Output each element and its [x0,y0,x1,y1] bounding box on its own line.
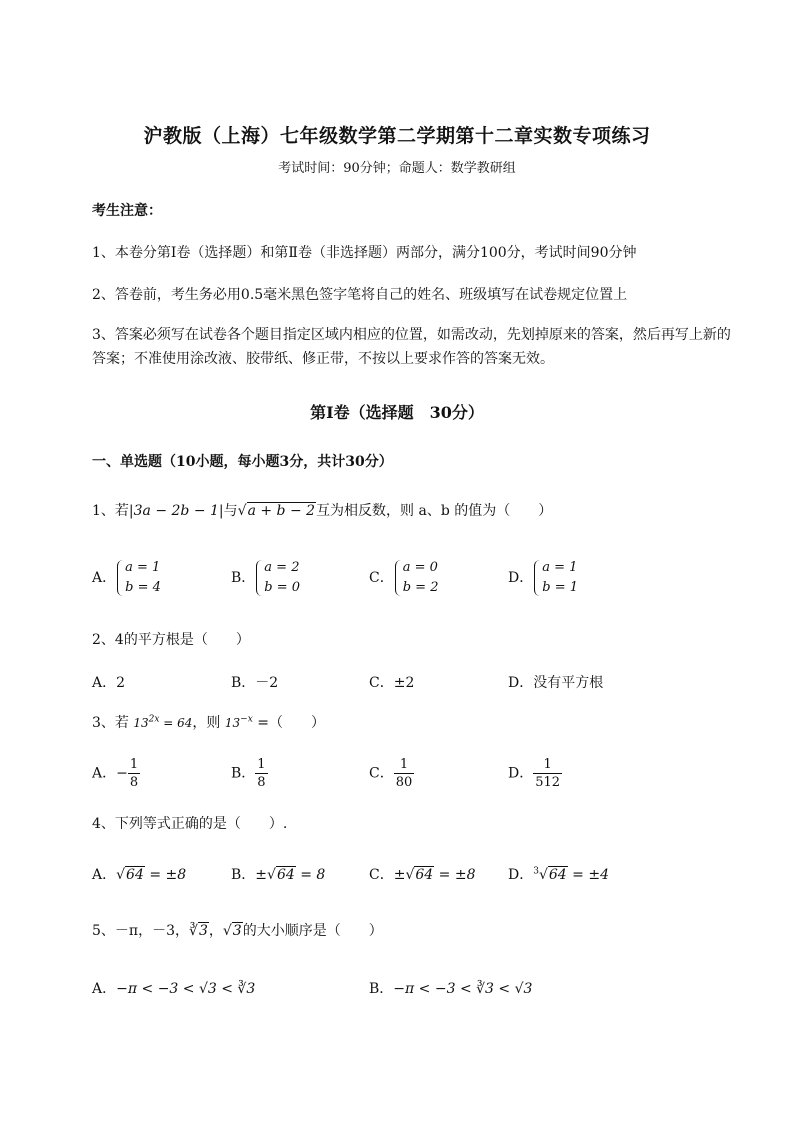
q1-prefix: 1、若 [92,503,129,519]
q2-option-a[interactable]: A．2 [92,675,126,691]
q1-sqrt-sign: √ [237,503,247,519]
note-item-1: 1、本卷分第I卷（选择题）和第Ⅱ卷（非选择题）两部分，满分100分，考试时间90分钟 [92,245,637,261]
sqrt-sign: √ [116,867,126,883]
system-top: a = 1 [542,560,578,575]
option-post: = ±4 [567,867,609,883]
system-bottom: b = 0 [264,580,301,595]
question-2: 2、4的平方根是（ ） [92,632,250,648]
sqrt-sign: √ [538,867,548,883]
fraction-numerator: 1 [543,757,552,772]
option-post: = ±8 [434,867,476,883]
note-item-2: 2、答卷前，考生务必用0.5毫米黑色签字笔将自己的姓名、班级填写在试卷规定位置上 [92,287,628,303]
q2-option-c[interactable]: C．±2 [369,675,415,691]
exam-title: 沪教版（上海）七年级数学第二学期第十二章实数专项练习 [143,125,651,147]
q3-option-c[interactable] [369,756,414,791]
q3-option-a[interactable] [92,756,140,791]
q2-option-d[interactable]: D．没有平方根 [508,675,604,691]
q1-suffix: 互为相反数，则 a、b 的值为（ ） [316,503,553,519]
system-bottom: b = 1 [542,580,578,595]
system-top: a = 0 [402,560,438,575]
system-bottom: b = 4 [125,580,161,595]
q4-option-c[interactable] [369,864,475,884]
option-sign: − [116,765,128,782]
q3-expr2-base: 13 [224,716,241,730]
option-label: C． [369,765,394,782]
q3-option-d[interactable] [508,756,562,791]
q5-suffix: 的大小顺序是（ ） [242,923,383,939]
radicand: 64 [276,867,295,883]
notes-heading: 考生注意： [92,203,162,219]
q5-cbrt-radicand: 3 [198,923,208,939]
q4-option-d[interactable] [508,864,609,884]
fraction [533,756,562,791]
q5-option-a[interactable] [92,978,255,998]
fraction [255,756,267,791]
q5-sqrt-radicand: 3 [232,923,242,939]
q1-option-a[interactable] [92,558,161,598]
part-heading: 一、单选题（10小题，每小题3分，共计30分） [92,454,393,470]
option-label: A． [92,570,117,586]
q3-expr1-rest: = 64 [159,716,193,730]
option-label: B． [231,867,256,883]
question-5 [92,920,383,940]
option-label: B． [231,570,256,586]
option-label: B． [369,981,394,997]
section-title: 第I卷（选择题 30分） [310,403,484,422]
fraction-denominator: 8 [257,775,266,790]
q3-prefix: 3、若 [92,715,129,731]
question-4: 4、下列等式正确的是（ ）. [92,816,288,832]
fraction [394,756,415,791]
q5-option-b[interactable] [369,978,532,998]
q3-option-b[interactable] [231,756,268,791]
option-label: D． [508,765,534,782]
fraction-numerator: 1 [257,757,266,772]
question-3 [92,712,325,732]
option-text: −π < −3 < √3 < ∛3 [116,981,256,997]
cube-root-sign: ∛ [189,923,198,939]
q3-expr2-exp: −x [240,714,253,725]
q3-mid: ，则 [192,715,221,731]
option-label: C． [369,570,394,586]
option-post: = ±8 [144,867,187,883]
q2-option-b[interactable]: B．－2 [231,675,279,691]
option-post: = 8 [295,867,326,883]
option-pre: ± [393,867,406,883]
system-top: a = 2 [264,560,300,575]
option-label: B． [231,765,256,782]
option-label: A． [92,867,117,883]
sqrt-sign: √ [267,867,276,883]
equation-system [394,558,439,598]
radicand: 64 [415,867,434,883]
sqrt-sign: √ [405,867,415,883]
option-label: C． [369,867,394,883]
option-text: −π < −3 < ∛3 < √3 [393,981,533,997]
q5-prefix: 5、－π，－3， [92,923,190,939]
equation-system [533,558,578,598]
option-label: D． [508,570,534,586]
system-top: a = 1 [125,560,161,575]
option-label: D． [508,867,534,883]
q1-abs-expr: |3a − 2b − 1| [128,503,224,519]
q4-option-a[interactable] [92,864,186,884]
q3-expr1-base: 13 [133,716,149,730]
equation-system [116,558,161,598]
q5-mid: ， [208,923,223,939]
q1-mid: 与 [223,503,238,519]
option-pre: ± [255,867,268,883]
system-bottom: b = 2 [402,580,439,595]
q3-suffix: =（ ） [252,715,325,731]
q1-option-b[interactable] [231,558,300,598]
note-item-3: 3、答案必须写在试卷各个题目指定区域内相应的位置，如需改动，先划掉原来的答案，然后再写上新的答案；不准使用涂改液、胶带纸、修正带，不按以上要求作答的答案无效。 [92,327,731,367]
fraction-numerator: 1 [399,757,409,772]
q1-option-d[interactable] [508,558,578,598]
radicand: 64 [126,867,144,883]
q4-option-b[interactable] [231,864,325,884]
q1-radicand: a + b − 2 [247,503,316,519]
question-1 [92,500,552,520]
equation-system [255,558,300,598]
fraction-denominator: 8 [129,775,139,790]
q1-option-c[interactable] [369,558,438,598]
option-label: A． [92,981,117,997]
fraction-numerator: 1 [129,757,139,772]
sqrt-sign: √ [222,923,232,939]
option-label: A． [92,765,117,782]
root-index: 3 [533,866,539,877]
exam-subtitle: 考试时间：90分钟；命题人：数学教研组 [278,161,516,176]
fraction-denominator: 80 [395,775,413,790]
fraction-denominator: 512 [535,775,561,790]
q3-expr1-exp: 2x [148,714,160,725]
radicand: 64 [548,867,567,883]
fraction [128,756,140,791]
